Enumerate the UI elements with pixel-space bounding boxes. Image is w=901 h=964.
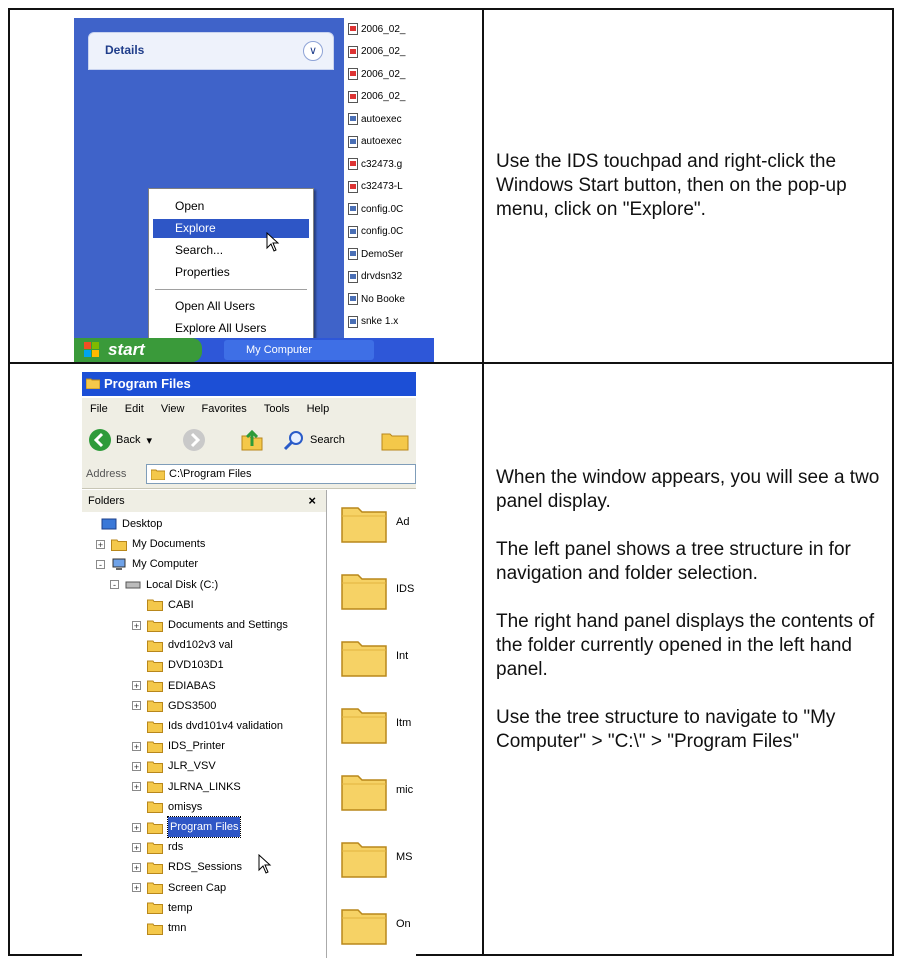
taskbar-item-my-computer[interactable] (224, 340, 374, 360)
folder-icon[interactable] (340, 837, 388, 879)
address-bar (82, 460, 416, 489)
tree-item[interactable] (132, 777, 241, 797)
search-button[interactable] (282, 428, 345, 452)
tree-item[interactable] (132, 696, 216, 716)
file-item[interactable] (344, 288, 434, 311)
tree-item-label: Screen Cap (168, 881, 227, 894)
file-item[interactable] (344, 108, 434, 131)
file-icon (348, 248, 358, 260)
file-icon (348, 113, 358, 125)
mouse-pointer-icon (258, 854, 272, 874)
menu-item-open-all-users[interactable]: Open All Users (175, 299, 256, 313)
computer-icon (111, 558, 127, 571)
start-button[interactable] (74, 338, 202, 362)
instruction-text-1 (496, 150, 886, 246)
back-arrow-icon (88, 428, 112, 452)
folder-icon (147, 699, 163, 712)
folder-icon (147, 760, 163, 773)
address-label: Address (86, 468, 127, 480)
row-divider (10, 362, 892, 364)
file-icon (348, 158, 358, 170)
folder-icon (147, 639, 163, 652)
file-name: c32473.g (361, 158, 403, 170)
collapse-chevron-icon[interactable]: ∨ (303, 41, 323, 61)
folder-icon (147, 780, 163, 793)
tree-item-label: CABI (168, 598, 194, 611)
tree-item-label: Documents and Settings (168, 619, 288, 631)
file-name: c32473-L (361, 181, 403, 193)
forward-arrow-icon[interactable] (182, 428, 206, 452)
file-name: autoexec (361, 136, 402, 148)
file-item[interactable] (344, 198, 434, 221)
instruction-table (8, 8, 894, 956)
desktop-file-list (344, 18, 434, 348)
tree-item[interactable] (132, 898, 192, 918)
toolbar (82, 420, 416, 461)
folder-item-label: On (396, 918, 411, 930)
folder-item-label: mic (396, 784, 414, 796)
taskbar-item-label: My Computer (246, 344, 313, 356)
tree-item-label: rds (168, 841, 184, 854)
tree-item-label: GDS3500 (168, 699, 217, 712)
menu-item-open[interactable]: Open (175, 199, 205, 213)
start-label: start (108, 340, 145, 359)
tree-item[interactable] (132, 615, 288, 635)
file-item[interactable] (344, 176, 434, 199)
tree-item-label: temp (168, 901, 193, 914)
folder-item-label: IDS (396, 583, 415, 595)
tree-expander-icon[interactable]: + (97, 539, 104, 550)
file-item[interactable] (344, 153, 434, 176)
back-dropdown-icon[interactable]: ▾ (146, 434, 152, 447)
tree-item[interactable] (132, 797, 202, 817)
tree-item[interactable] (132, 756, 216, 776)
tree-item[interactable] (132, 655, 224, 675)
tree-item[interactable] (132, 595, 194, 615)
menu-bar (82, 398, 416, 420)
up-folder-icon[interactable] (240, 428, 264, 452)
tree-item[interactable] (110, 575, 218, 595)
tree-expander-icon[interactable]: + (133, 883, 140, 894)
file-name: 2006_02_ (361, 23, 406, 35)
file-item[interactable] (344, 131, 434, 154)
details-label: Details (105, 43, 145, 57)
menu-item-explore[interactable]: Explore (153, 219, 309, 238)
tree-item[interactable] (132, 676, 216, 696)
folder-item-label: MS (396, 851, 413, 863)
tree-item[interactable] (132, 837, 183, 857)
file-icon (348, 136, 358, 148)
folder-icon (147, 720, 163, 733)
file-item[interactable] (344, 311, 434, 334)
folder-icon[interactable] (340, 770, 388, 812)
menu-item-explore-all-users[interactable]: Explore All Users (175, 321, 267, 335)
folder-icon (147, 679, 163, 692)
file-icon (348, 46, 358, 58)
folder-icon[interactable] (340, 904, 388, 946)
menu-item-properties[interactable]: Properties (175, 265, 230, 279)
instruction-text-2 (496, 466, 888, 778)
folder-icon[interactable] (340, 636, 388, 678)
file-name: config.0C (361, 226, 404, 238)
folder-icon (147, 740, 163, 753)
instruction-paragraph: The right hand panel displays the contents of the folder currently opened in the left hand panel. (496, 611, 875, 680)
tree-expander-icon[interactable]: + (133, 822, 140, 833)
back-button[interactable] (88, 428, 152, 452)
instruction-paragraph: Use the tree structure to navigate to "My Computer" > "C:\" > "Program Files" (496, 707, 836, 752)
file-name: drvdsn32 (361, 271, 403, 283)
menu-file[interactable]: File (90, 403, 108, 415)
tree-item[interactable] (132, 857, 242, 877)
file-name: DemoSer (361, 248, 404, 260)
tree-item-label: Program Files (168, 817, 240, 837)
folder-icon (147, 861, 163, 874)
tree-item-label: JLRNA_LINKS (168, 780, 241, 793)
tree-item[interactable] (96, 554, 198, 574)
context-menu (148, 188, 314, 342)
tree-item[interactable] (132, 817, 240, 837)
tree-item-label: EDIABAS (168, 679, 216, 692)
tree-item[interactable] (132, 736, 225, 756)
address-value: C:\Program Files (169, 468, 252, 480)
folder-icon[interactable] (340, 569, 388, 611)
folder-icon (151, 468, 165, 480)
tree-expander-icon[interactable]: + (133, 782, 140, 793)
tree-item-label: Desktop (122, 518, 163, 530)
tree-item-label: dvd102v3 val (168, 639, 233, 652)
file-item[interactable] (344, 63, 434, 86)
folder-icon (147, 619, 163, 632)
tree-item-label: RDS_Sessions (168, 861, 242, 874)
menu-separator (155, 289, 307, 290)
file-name: snke 1.x (361, 316, 399, 328)
tree-item[interactable] (132, 635, 233, 655)
tree-expander-icon[interactable]: + (133, 761, 140, 772)
folders-header (82, 490, 326, 512)
tree-expander-icon[interactable]: + (133, 862, 140, 873)
menu-tools[interactable]: Tools (263, 403, 290, 415)
start-menu-screenshot (74, 18, 434, 362)
folder-icon (147, 821, 163, 834)
file-icon (348, 226, 358, 238)
file-icon (348, 68, 358, 80)
tree-expander-icon[interactable]: - (110, 580, 119, 589)
folder-icon (86, 377, 100, 389)
folder-icon (147, 841, 163, 854)
file-name: No Booke (361, 293, 405, 305)
file-name: config.0C (361, 203, 404, 215)
instruction-paragraph: Use the IDS touchpad and right-click the Windows Start button, then on the pop-up menu, click on "Explore". (496, 151, 847, 220)
folder-icon (147, 598, 163, 611)
folder-icon (111, 538, 127, 551)
folder-icon[interactable] (340, 502, 388, 544)
back-label: Back (116, 434, 141, 446)
window-title-bar (82, 372, 416, 396)
file-item[interactable] (344, 86, 434, 109)
tree-item-label: DVD103D1 (168, 659, 224, 672)
folder-icon (147, 922, 163, 935)
folders-view-icon[interactable] (380, 428, 410, 452)
tree-item-label: Ids dvd101v4 validation (168, 720, 283, 732)
tree-item-label: omisys (168, 800, 203, 813)
file-icon (348, 91, 358, 103)
tree-item[interactable] (132, 716, 283, 736)
tree-expander-icon[interactable]: + (133, 701, 140, 712)
menu-help[interactable]: Help (306, 403, 330, 415)
tree-item-label: Local Disk (C:) (146, 578, 219, 591)
folders-label: Folders (88, 495, 125, 507)
folder-icon (147, 901, 163, 914)
folders-pane (82, 490, 327, 958)
tree-item[interactable] (132, 918, 186, 938)
close-icon[interactable]: × (308, 493, 316, 508)
search-icon (282, 428, 306, 452)
menu-view[interactable]: View (160, 403, 185, 415)
folder-item-label: Itm (396, 717, 412, 729)
file-item[interactable] (344, 266, 434, 289)
file-item[interactable] (344, 18, 434, 41)
folder-icon (147, 659, 163, 672)
tree-item-label: IDS_Printer (168, 740, 225, 753)
tree-item-label: JLR_VSV (168, 760, 216, 773)
window-title: Program Files (104, 376, 191, 391)
file-item[interactable] (344, 41, 434, 64)
details-panel (88, 32, 334, 70)
tree-expander-icon[interactable]: + (133, 681, 140, 692)
windows-logo-icon (84, 342, 100, 358)
file-icon (348, 181, 358, 193)
tree-expander-icon[interactable]: + (133, 620, 140, 631)
drive-icon (125, 578, 141, 591)
file-item[interactable] (344, 221, 434, 244)
instruction-paragraph: The left panel shows a tree structure in for navigation and folder selection. (496, 539, 851, 584)
tree-item-label: My Documents (132, 538, 206, 551)
folder-icon (147, 881, 163, 894)
tree-item[interactable] (132, 878, 226, 898)
file-name: 2006_02_ (361, 91, 406, 103)
tree-item-label: My Computer (132, 558, 199, 571)
menu-edit[interactable]: Edit (124, 403, 144, 415)
folder-icon (147, 800, 163, 813)
file-name: 2006_02_ (361, 46, 406, 58)
tree-item-label: tmn (168, 922, 187, 934)
menu-item-search[interactable]: Search... (175, 243, 224, 257)
desktop-icon (101, 518, 117, 531)
address-input[interactable] (146, 464, 416, 484)
file-icon (348, 23, 358, 35)
file-name: 2006_02_ (361, 68, 406, 80)
taskbar (74, 338, 434, 362)
instruction-paragraph: When the window appears, you will see a two panel display. (496, 467, 880, 512)
tree-item[interactable] (86, 514, 162, 534)
folder-contents-pane (328, 490, 416, 958)
menu-favorites[interactable]: Favorites (201, 403, 247, 415)
search-label: Search (310, 434, 345, 446)
file-icon (348, 203, 358, 215)
file-name: autoexec (361, 113, 402, 125)
folder-item-label: Ad (396, 516, 410, 528)
column-divider (482, 10, 484, 954)
folder-item-label: Int (396, 650, 409, 662)
file-item[interactable] (344, 243, 434, 266)
mouse-pointer-icon (266, 232, 280, 252)
file-icon (348, 293, 358, 305)
tree-expander-icon[interactable]: + (133, 741, 140, 752)
tree-item[interactable] (96, 534, 205, 554)
explorer-screenshot (82, 372, 416, 958)
folder-icon[interactable] (340, 703, 388, 745)
file-icon (348, 271, 358, 283)
tree-expander-icon[interactable]: - (96, 560, 105, 569)
file-icon (348, 316, 358, 328)
tree-expander-icon[interactable]: + (133, 842, 140, 853)
